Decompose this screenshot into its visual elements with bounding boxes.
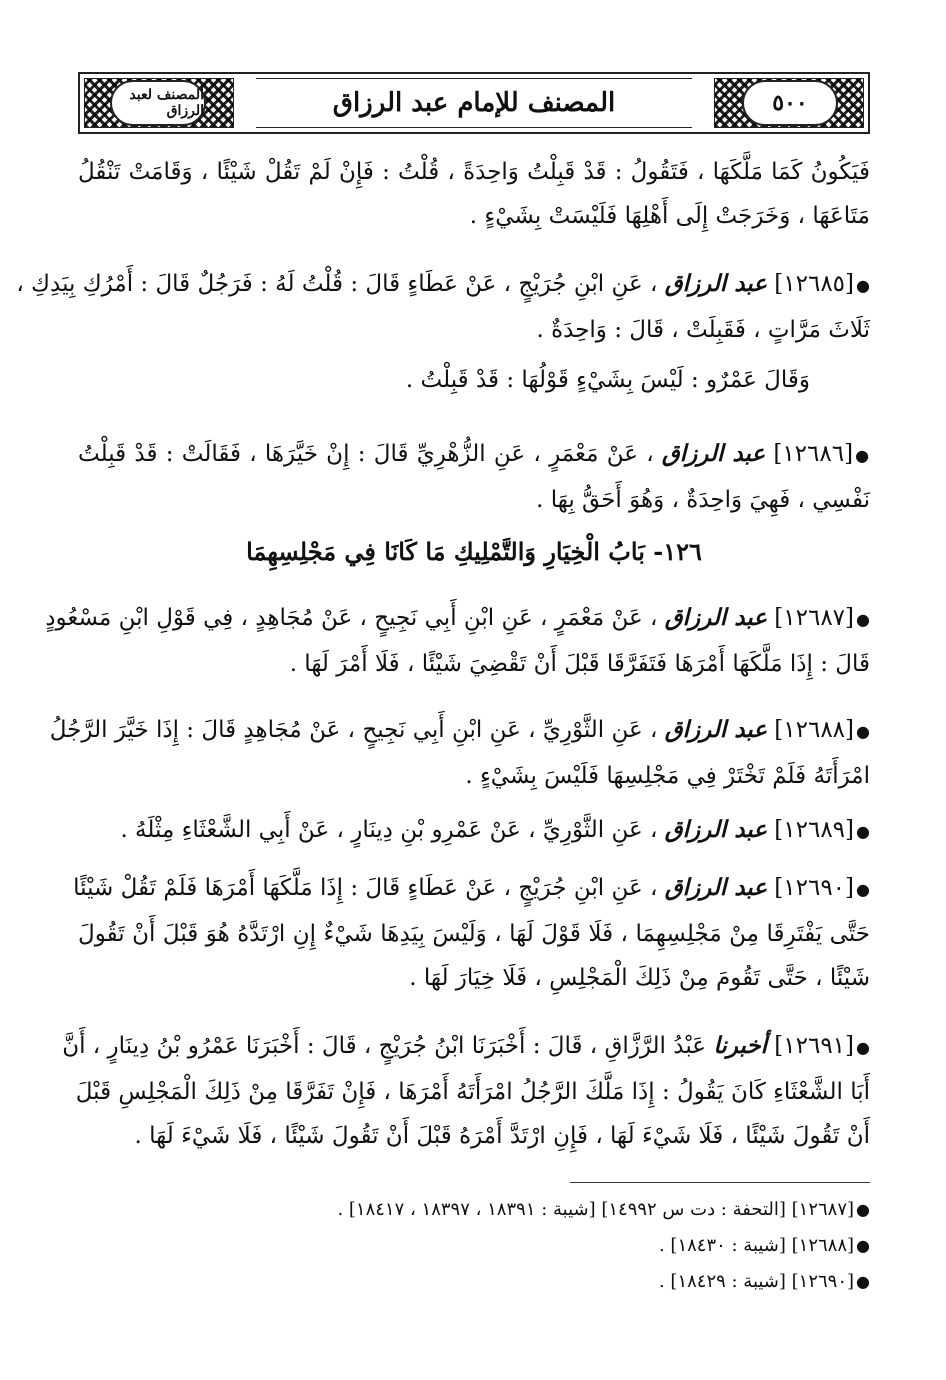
running-title: المصنف للإمام عبد الرزاق bbox=[256, 78, 692, 128]
text-line: حَتَّى يَفْتَرِقَا مِنْ مَجْلِسِهِمَا ، فَلَا قَوْلَ لَهَا ، وَلَيْسَ بِيَدِهَا شَيْءٌ إِنِ ارْتَدَّهُ هُوَ قَبْلَ أَنْ تَقُولَ bbox=[78, 921, 870, 947]
footnote-divider bbox=[570, 1182, 870, 1183]
header-emblem: المصنف لعبد الرزاق bbox=[110, 80, 206, 126]
hadith-entry: ●[١٢٦٨٦] عبد الرزاق ، عَنْ مَعْمَرٍ ، عَنِ الزُّهْرِيِّ قَالَ : إِنْ خَيَّرَهَا ، فَقَالَتْ : قَدْ قَبِلْتُ نَفْسِي ، فَهِيَ وَاحِدَةٌ ، وَهُوَ أَحَقُّ بِهَا . bbox=[78, 432, 870, 522]
text-line: أَنْ تَقُولَ شَيْئًا ، فَلَا شَيْءَ لَهَا ، فَإِنِ ارْتَدَّ أَمْرَهُ قَبْلَ أَنْ تَقُولَ شَيْئًا ، فَلَا شَيْءَ لَهَا . bbox=[134, 1123, 870, 1149]
hadith-number: [١٢٦٩٠] bbox=[774, 875, 855, 901]
hadith-number: [١٢٦٨٧] bbox=[774, 605, 855, 631]
text-line: نَفْسِي ، فَهِيَ وَاحِدَةٌ ، وَهُوَ أَحَقُّ بِهَا . bbox=[536, 487, 870, 513]
text-line: ثَلَاثَ مَرَّاتٍ ، فَقَبِلَتْ ، قَالَ : وَاحِدَةٌ . bbox=[536, 317, 870, 343]
footnote: ●[١٢٦٩٠] [شيبة : ١٨٤٢٩] . bbox=[658, 1271, 870, 1292]
text-line: امْرَأَتَهُ فَلَمْ تَخْتَرْ فِي مَجْلِسِهَا فَلَيْسَ بِشَيْءٍ . bbox=[465, 763, 870, 789]
narrator-name: عبد الرزاق bbox=[664, 716, 767, 743]
text-line: ، عَنِ الثَّوْرِيِّ ، عَنِ ابْنِ أَبِي نَجِيحٍ ، عَنْ مُجَاهِدٍ قَالَ : إِذَا خَيَّرَ الرَّجُلُ bbox=[49, 717, 658, 743]
hadith-entry: ●[١٢٦٩٠] عبد الرزاق ، عَنِ ابْنِ جُرَيْجٍ ، عَنْ عَطَاءٍ قَالَ : إِذَا مَلَّكَهَا أَمْرَهَا فَلَمْ تَقُلْ شَيْئًا حَتَّى يَفْتَرِقَا مِنْ مَجْلِسِهِمَا ، فَلَا قَوْلَ لَهَا ، وَلَيْسَ بِيَدِهَا شَيْءٌ إِنِ ارْتَدَّهُ هُوَ قَبْلَ أَنْ تَقُولَ شَيْئًا ، حَتَّى تَقُومَ مِنْ ذَلِكَ الْمَجْلِسِ ، فَلَا خِيَارَ لَهَا . bbox=[78, 866, 870, 1000]
text-line: وَقَالَ عَمْرٌو : لَيْسَ بِشَيْءٍ قَوْلُهَا : قَدْ قَبِلْتُ . bbox=[405, 367, 810, 393]
hadith-entry: ●[١٢٦٨٥] عبد الرزاق ، عَنِ ابْنِ جُرَيْجٍ ، عَنْ عَطَاءٍ قَالَ : قُلْتُ لَهُ : فَرَجُلٌ قَالَ : أَمْرُكِ بِيَدِكِ ، ثَلَاثَ مَرَّاتٍ ، فَقَبِلَتْ ، قَالَ : وَاحِدَةٌ . وَقَالَ عَمْرٌو : لَيْسَ بِشَيْءٍ قَوْلُهَا : قَدْ قَبِلْتُ . bbox=[78, 262, 870, 402]
hadith-number: [١٢٦٨٥] bbox=[774, 271, 855, 297]
narrator-name: أخبرنا bbox=[713, 1032, 767, 1059]
narrator-name: عبد الرزاق bbox=[664, 874, 767, 901]
text-line: ، عَنِ ابْنِ جُرَيْجٍ ، عَنْ عَطَاءٍ قَالَ : إِذَا مَلَّكَهَا أَمْرَهَا فَلَمْ تَقُلْ شَيْئًا bbox=[73, 875, 658, 901]
body-text bbox=[78, 150, 870, 238]
page-number: ٥٠٠ bbox=[742, 80, 838, 126]
chapter-heading: ١٢٦- بَابُ الْخِيَارِ وَالتَّمْلِيكِ مَا كَانَا فِي مَجْلِسِهِمَا bbox=[246, 537, 702, 566]
hadith-entry: ●[١٢٦٨٨] عبد الرزاق ، عَنِ الثَّوْرِيِّ ، عَنِ ابْنِ أَبِي نَجِيحٍ ، عَنْ مُجَاهِدٍ قَالَ : إِذَا خَيَّرَ الرَّجُلُ امْرَأَتَهُ فَلَمْ تَخْتَرْ فِي مَجْلِسِهَا فَلَيْسَ بِشَيْءٍ . bbox=[78, 708, 870, 798]
hadith-number: [١٢٦٨٦] bbox=[773, 441, 854, 467]
text-line: ، عَنِ ابْنِ جُرَيْجٍ ، عَنْ عَطَاءٍ قَالَ : قُلْتُ لَهُ : فَرَجُلٌ قَالَ : أَمْرُكِ بِيَدِكِ ، bbox=[16, 271, 658, 297]
footnotes bbox=[78, 1192, 870, 1300]
hadith-number: [١٢٦٩١] bbox=[774, 1033, 855, 1059]
narrator-name: عبد الرزاق bbox=[664, 604, 767, 631]
hadith-number: [١٢٦٨٩] bbox=[774, 817, 855, 843]
narrator-name: عبد الرزاق bbox=[664, 270, 767, 297]
footnote: ●[١٢٦٨٨] [شيبة : ١٨٤٣٠] . bbox=[658, 1235, 870, 1256]
hadith-entry: ●[١٢٦٩١] أخبرنا عَبْدُ الرَّزَّاقِ ، قَالَ : أَخْبَرَنَا ابْنُ جُرَيْجٍ ، قَالَ : أَخْبَرَنَا عَمْرُو بْنُ دِينَارٍ ، أَنَّ أَبَا الشَّعْثَاءِ كَانَ يَقُولُ : إِذَا مَلَّكَ الرَّجُلُ امْرَأَتَهُ أَمْرَهَا ، فَإِنْ تَفَرَّقَا مِنْ ذَلِكَ الْمَجْلِسِ قَبْلَ أَنْ تَقُولَ شَيْئًا ، فَلَا شَيْءَ لَهَا ، فَإِنِ ارْتَدَّ أَمْرَهُ قَبْلَ أَنْ تَقُولَ شَيْئًا ، فَلَا شَيْءَ لَهَا . bbox=[78, 1024, 870, 1158]
text-line: ، عَنْ مَعْمَرٍ ، عَنِ الزُّهْرِيِّ قَالَ : إِنْ خَيَّرَهَا ، فَقَالَتْ : قَدْ قَبِلْتُ bbox=[78, 441, 654, 467]
text-line: شَيْئًا ، حَتَّى تَقُومَ مِنْ ذَلِكَ الْمَجْلِسِ ، فَلَا خِيَارَ لَهَا . bbox=[409, 965, 870, 991]
page-header bbox=[78, 72, 870, 134]
text-line: قَالَ : إِذَا مَلَّكَهَا أَمْرَهَا فَتَفَرَّقَا قَبْلَ أَنْ تَقْضِيَ شَيْئًا ، فَلَا أَمْرَ لَهَا . bbox=[289, 651, 870, 677]
text-line: ، عَنْ مَعْمَرٍ ، عَنِ ابْنِ أَبِي نَجِيحٍ ، عَنْ مُجَاهِدٍ ، فِي قَوْلِ ابْنِ مَسْعُودٍ bbox=[45, 605, 658, 631]
text-line: ، عَنِ الثَّوْرِيِّ ، عَنْ عَمْرِو بْنِ دِينَارٍ ، عَنْ أَبِي الشَّعْثَاءِ مِثْلَهُ . bbox=[120, 817, 658, 843]
hadith-entry: ●[١٢٦٨٧] عبد الرزاق ، عَنْ مَعْمَرٍ ، عَنِ ابْنِ أَبِي نَجِيحٍ ، عَنْ مُجَاهِدٍ ، فِي قَوْلِ ابْنِ مَسْعُودٍ قَالَ : إِذَا مَلَّكَهَا أَمْرَهَا فَتَفَرَّقَا قَبْلَ أَنْ تَقْضِيَ شَيْئًا ، فَلَا أَمْرَ لَهَا . bbox=[78, 596, 870, 686]
text-line: فَيَكُونُ كَمَا مَلَّكَهَا ، فَتَقُولُ : قَدْ قَبِلْتُ وَاحِدَةً ، قُلْتُ : فَإِنْ لَمْ تَقُلْ شَيْئًا ، وَقَامَتْ تَنْقُلُ bbox=[78, 159, 870, 185]
narrator-name: عبد الرزاق bbox=[661, 440, 766, 467]
chapter-heading-block bbox=[78, 530, 870, 574]
narrator-name: عبد الرزاق bbox=[664, 816, 767, 843]
footnote: ●[١٢٦٨٧] [التحفة : دت س ١٤٩٩٢] [شيبة : ١٨٣٩١ ، ١٨٣٩٧ ، ١٨٤١٧] . bbox=[337, 1199, 870, 1220]
text-line: مَتَاعَهَا ، وَخَرَجَتْ إِلَى أَهْلِهَا فَلَيْسَتْ بِشَيْءٍ . bbox=[469, 203, 870, 229]
hadith-number: [١٢٦٨٨] bbox=[774, 717, 855, 743]
text-line: عَبْدُ الرَّزَّاقِ ، قَالَ : أَخْبَرَنَا ابْنُ جُرَيْجٍ ، قَالَ : أَخْبَرَنَا عَمْرُو بْنُ دِينَارٍ ، أَنَّ bbox=[62, 1033, 706, 1059]
text-line: أَبَا الشَّعْثَاءِ كَانَ يَقُولُ : إِذَا مَلَّكَ الرَّجُلُ امْرَأَتَهُ أَمْرَهَا ، فَإِنْ تَفَرَّقَا مِنْ ذَلِكَ الْمَجْلِسِ قَبْلَ bbox=[75, 1079, 870, 1105]
hadith-entry: ●[١٢٦٨٩] عبد الرزاق ، عَنِ الثَّوْرِيِّ ، عَنْ عَمْرِو بْنِ دِينَارٍ ، عَنْ أَبِي الشَّعْثَاءِ مِثْلَهُ . bbox=[120, 816, 870, 843]
